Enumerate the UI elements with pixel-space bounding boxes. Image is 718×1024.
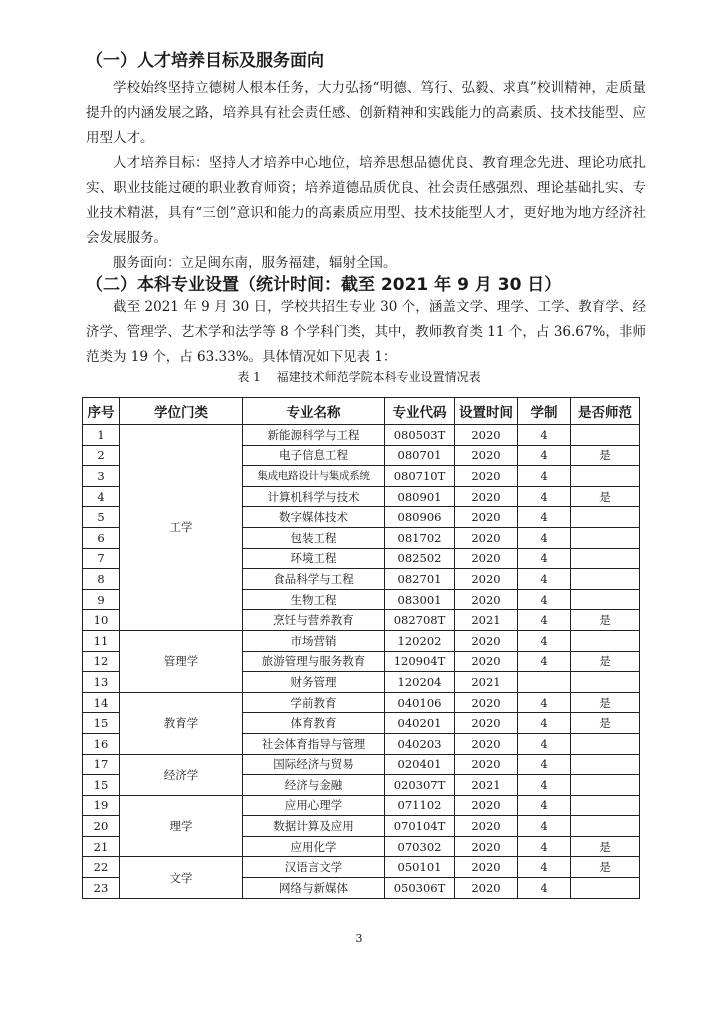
cell-year: 2020: [455, 816, 518, 837]
cell-length: 4: [518, 466, 571, 487]
cell-year: 2020: [455, 548, 518, 569]
cell-code: 050101: [385, 857, 455, 878]
cell-no: 6: [83, 527, 120, 548]
cell-code: 020307T: [385, 775, 455, 796]
cell-year: 2020: [455, 630, 518, 651]
majors-table: [82, 397, 640, 899]
table-row: [83, 795, 640, 816]
header-year: 设置时间: [455, 398, 518, 425]
cell-code: 080710T: [385, 466, 455, 487]
paragraph-training-objective: 人才培养目标：坚持人才培养中心地位，培养思想品德优良、教育理念先进、理论功底扎实、职业技能过硬的职业教育师资；培养道德品质优良、社会责任感强烈、理论基础扎实、专业技术精湛，具有“三创”意识和能力的高素质应用型、技术技能型人才，更好地为地方经济社会发展服务。: [86, 155, 646, 246]
cell-code: 040106: [385, 692, 455, 713]
cell-normal: [571, 527, 640, 548]
cell-normal: 是: [571, 857, 640, 878]
cell-normal: 是: [571, 610, 640, 631]
cell-major: 财务管理: [243, 672, 385, 693]
cell-major: 学前教育: [243, 692, 385, 713]
cell-length: 4: [518, 775, 571, 796]
cell-normal: [571, 816, 640, 837]
cell-normal: [571, 466, 640, 487]
cell-year: 2020: [455, 445, 518, 466]
cell-discipline-economics: 经济学: [120, 754, 243, 795]
header-major: 专业名称: [243, 398, 385, 425]
cell-year: 2021: [455, 775, 518, 796]
cell-no: 2: [83, 445, 120, 466]
cell-no: 19: [83, 795, 120, 816]
cell-normal: 是: [571, 713, 640, 734]
cell-code: 070104T: [385, 816, 455, 837]
cell-no: 15: [83, 713, 120, 734]
cell-year: 2020: [455, 713, 518, 734]
cell-major: 社会体育指导与管理: [243, 733, 385, 754]
cell-code: 120904T: [385, 651, 455, 672]
cell-normal: [571, 548, 640, 569]
cell-normal: 是: [571, 445, 640, 466]
table-row: [83, 630, 640, 651]
section-heading-majors: （二）本科专业设置（统计时间：截至 2021 年 9 月 30 日）: [86, 275, 562, 295]
cell-year: 2020: [455, 733, 518, 754]
cell-code: 070302: [385, 836, 455, 857]
cell-year: 2020: [455, 857, 518, 878]
cell-no: 16: [83, 733, 120, 754]
cell-discipline-science: 理学: [120, 795, 243, 857]
cell-no: 20: [83, 816, 120, 837]
cell-normal: [571, 672, 640, 693]
table-caption: 表 1 福建技术师范学院本科专业设置情况表: [237, 370, 481, 384]
cell-year: 2020: [455, 651, 518, 672]
cell-year: 2020: [455, 569, 518, 590]
cell-length: 4: [518, 486, 571, 507]
cell-length: 4: [518, 569, 571, 590]
cell-discipline-management: 管理学: [120, 630, 243, 692]
cell-normal: [571, 754, 640, 775]
cell-normal: [571, 507, 640, 528]
cell-code: 080701: [385, 445, 455, 466]
cell-major: 应用心理学: [243, 795, 385, 816]
cell-code: 082701: [385, 569, 455, 590]
cell-major: 旅游管理与服务教育: [243, 651, 385, 672]
table-row: [83, 857, 640, 878]
cell-normal: [571, 589, 640, 610]
cell-code: 082502: [385, 548, 455, 569]
cell-major: 汉语言文学: [243, 857, 385, 878]
paragraph-majors-summary: 截至 2021 年 9 月 30 日，学校共招生专业 30 个，涵盖文学、理学、工学、教育学、经济学、管理学、艺术学和法学等 8 个学科门类，其中，教师教育类 11 个，占 36.67%，非师范类为 19 个，占 63.33%。具体情况如下见表 1：: [86, 299, 646, 365]
cell-major: 计算机科学与技术: [243, 486, 385, 507]
cell-year: 2020: [455, 836, 518, 857]
cell-code: 040201: [385, 713, 455, 734]
cell-code: 120204: [385, 672, 455, 693]
cell-code: 080906: [385, 507, 455, 528]
cell-length: 4: [518, 878, 571, 899]
table-header-row: [83, 398, 640, 425]
table-row: [83, 692, 640, 713]
cell-major: 烹饪与营养教育: [243, 610, 385, 631]
cell-major: 应用化学: [243, 836, 385, 857]
cell-no: 3: [83, 466, 120, 487]
cell-length: 4: [518, 610, 571, 631]
cell-year: 2020: [455, 795, 518, 816]
cell-discipline-engineering: 工学: [120, 425, 243, 631]
cell-major: 集成电路设计与集成系统: [243, 466, 385, 487]
cell-no: 22: [83, 857, 120, 878]
cell-no: 11: [83, 630, 120, 651]
cell-length: 4: [518, 857, 571, 878]
cell-length: 4: [518, 754, 571, 775]
table-row: [83, 425, 640, 446]
cell-normal: 是: [571, 651, 640, 672]
cell-year: 2020: [455, 527, 518, 548]
cell-length: 4: [518, 445, 571, 466]
cell-year: 2020: [455, 878, 518, 899]
header-length: 学制: [518, 398, 571, 425]
cell-normal: [571, 569, 640, 590]
cell-year: 2020: [455, 692, 518, 713]
cell-code: 080901: [385, 486, 455, 507]
cell-length: 4: [518, 795, 571, 816]
header-discipline: 学位门类: [120, 398, 243, 425]
cell-major: 电子信息工程: [243, 445, 385, 466]
cell-code: 050306T: [385, 878, 455, 899]
cell-normal: 是: [571, 486, 640, 507]
cell-no: 4: [83, 486, 120, 507]
cell-major: 数据计算及应用: [243, 816, 385, 837]
cell-major: 生物工程: [243, 589, 385, 610]
cell-normal: 是: [571, 836, 640, 857]
header-normal: 是否师范: [571, 398, 640, 425]
cell-major: 环境工程: [243, 548, 385, 569]
cell-year: 2021: [455, 672, 518, 693]
cell-no: 13: [83, 672, 120, 693]
cell-length: 4: [518, 507, 571, 528]
cell-code: 080503T: [385, 425, 455, 446]
cell-code: 040203: [385, 733, 455, 754]
cell-major: 食品科学与工程: [243, 569, 385, 590]
cell-no: 9: [83, 589, 120, 610]
cell-year: 2020: [455, 589, 518, 610]
cell-length: [518, 672, 571, 693]
cell-normal: [571, 878, 640, 899]
cell-normal: [571, 795, 640, 816]
cell-year: 2021: [455, 610, 518, 631]
cell-no: 1: [83, 425, 120, 446]
cell-major: 市场营销: [243, 630, 385, 651]
cell-year: 2020: [455, 754, 518, 775]
cell-length: 4: [518, 692, 571, 713]
cell-normal: [571, 733, 640, 754]
cell-length: 4: [518, 836, 571, 857]
header-no: 序号: [83, 398, 120, 425]
cell-code: 082708T: [385, 610, 455, 631]
cell-length: 4: [518, 816, 571, 837]
cell-no: 14: [83, 692, 120, 713]
cell-no: 12: [83, 651, 120, 672]
cell-code: 081702: [385, 527, 455, 548]
cell-length: 4: [518, 713, 571, 734]
cell-normal: 是: [571, 692, 640, 713]
cell-length: 4: [518, 630, 571, 651]
cell-major: 体育教育: [243, 713, 385, 734]
cell-discipline-literature: 文学: [120, 857, 243, 898]
cell-code: 071102: [385, 795, 455, 816]
cell-major: 国际经济与贸易: [243, 754, 385, 775]
cell-no: 5: [83, 507, 120, 528]
cell-discipline-education: 教育学: [120, 692, 243, 754]
cell-normal: [571, 425, 640, 446]
cell-length: 4: [518, 733, 571, 754]
paragraph-mission: 学校始终坚持立德树人根本任务，大力弘扬“明德、笃行、弘毅、求真”校训精神，走质量提升的内涵发展之路，培养具有社会责任感、创新精神和实践能力的高素质、技术技能型、应用型人才。: [86, 80, 646, 146]
cell-no: 7: [83, 548, 120, 569]
cell-no: 8: [83, 569, 120, 590]
cell-length: 4: [518, 548, 571, 569]
cell-length: 4: [518, 527, 571, 548]
cell-code: 083001: [385, 589, 455, 610]
cell-major: 包装工程: [243, 527, 385, 548]
cell-year: 2020: [455, 425, 518, 446]
page-number: 3: [355, 932, 363, 945]
cell-year: 2020: [455, 466, 518, 487]
cell-year: 2020: [455, 486, 518, 507]
cell-normal: [571, 630, 640, 651]
paragraph-service-orientation: 服务面向：立足闽东南，服务福建，辐射全国。: [113, 255, 397, 271]
cell-length: 4: [518, 651, 571, 672]
cell-major: 网络与新媒体: [243, 878, 385, 899]
cell-no: 23: [83, 878, 120, 899]
cell-length: 4: [518, 589, 571, 610]
cell-no: 10: [83, 610, 120, 631]
cell-normal: [571, 775, 640, 796]
table-row: [83, 754, 640, 775]
cell-major: 经济与金融: [243, 775, 385, 796]
cell-no: 21: [83, 836, 120, 857]
cell-code: 120202: [385, 630, 455, 651]
cell-no: 17: [83, 754, 120, 775]
cell-no: 15: [83, 775, 120, 796]
header-code: 专业代码: [385, 398, 455, 425]
cell-length: 4: [518, 425, 571, 446]
cell-year: 2020: [455, 507, 518, 528]
cell-code: 020401: [385, 754, 455, 775]
section-heading-training-goals: （一）人才培养目标及服务面向: [86, 51, 324, 71]
cell-major: 新能源科学与工程: [243, 425, 385, 446]
cell-major: 数字媒体技术: [243, 507, 385, 528]
